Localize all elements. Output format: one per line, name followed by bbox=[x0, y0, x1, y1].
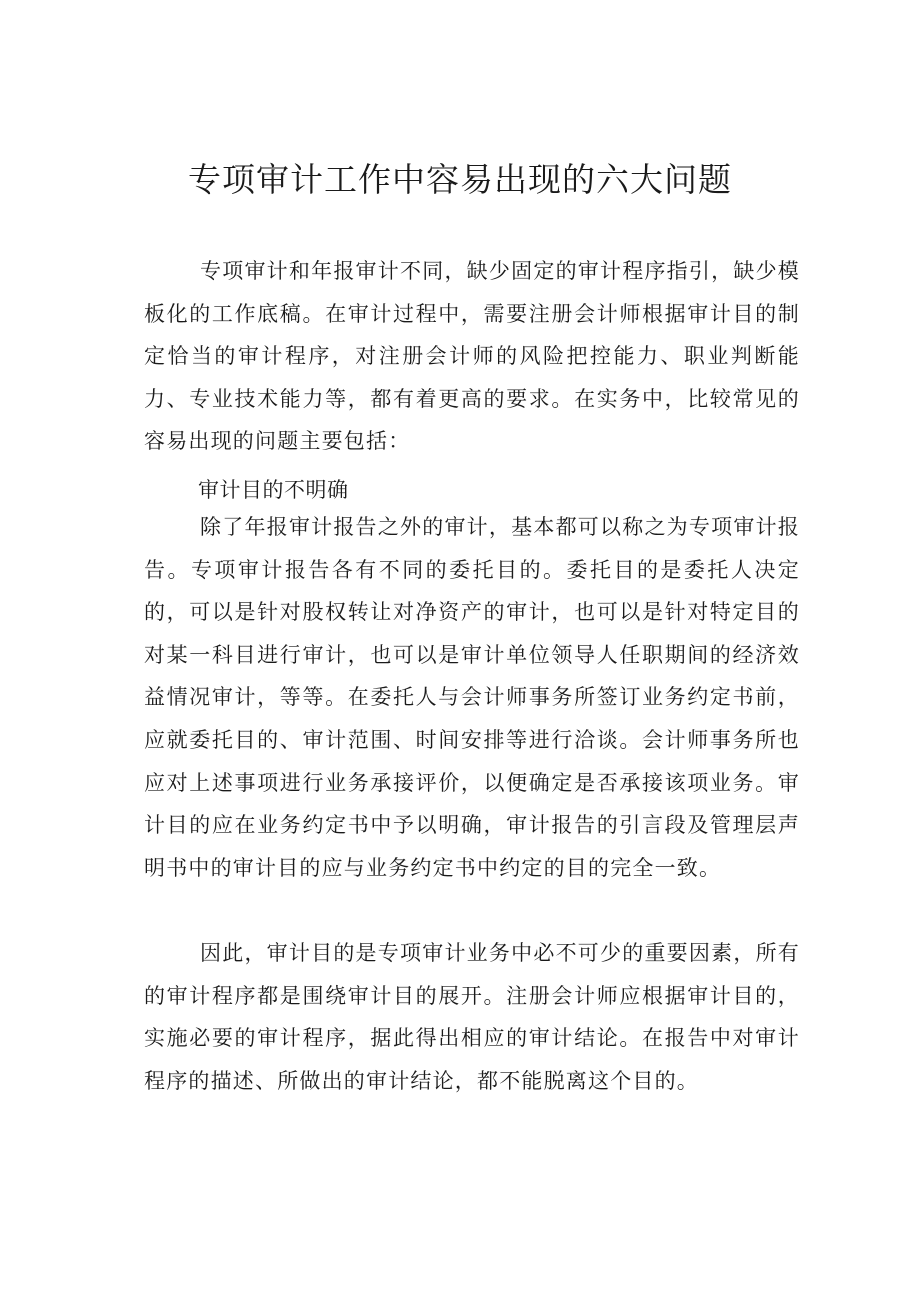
intro-paragraph: 专项审计和年报审计不同，缺少固定的审计程序指引，缺少模板化的工作底稿。在审计过程中，需要注册会计师根据审计目的制定恰当的审计程序，对注册会计师的风险把控能力、职业判断能力、专业技术能力等，都有着更高的要求。在实务中，比较常见的容易出现的问题主要包括： bbox=[144, 259, 800, 454]
document-title: 专项审计工作中容易出现的六大问题 bbox=[188, 160, 732, 199]
section-heading: 审计目的不明确 bbox=[198, 478, 349, 502]
body-paragraph: 因此，审计目的是专项审计业务中必不可少的重要因素，所有的审计程序都是围绕审计目的展开。注册会计师应根据审计目的，实施必要的审计程序，据此得出相应的审计结论。在报告中对审计程序的描述、所做出的审计结论，都不能脱离这个目的。 bbox=[144, 941, 800, 1093]
body-paragraph: 除了年报审计报告之外的审计，基本都可以称之为专项审计报告。专项审计报告各有不同的委托目的。委托目的是委托人决定的，可以是针对股权转让对净资产的审计，也可以是针对特定目的对某一科目进行审计，也可以是审计单位领导人任职期间的经济效益情况审计，等等。在委托人与会计师事务所签订业务约定书前，应就委托目的、审计范围、时间安排等进行洽谈。会计师事务所也应对上述事项进行业务承接评价，以便确定是否承接该项业务。审计目的应在业务约定书中予以明确，审计报告的引言段及管理层声明书中的审计目的应与业务约定书中约定的目的完全一致。 bbox=[144, 515, 800, 880]
